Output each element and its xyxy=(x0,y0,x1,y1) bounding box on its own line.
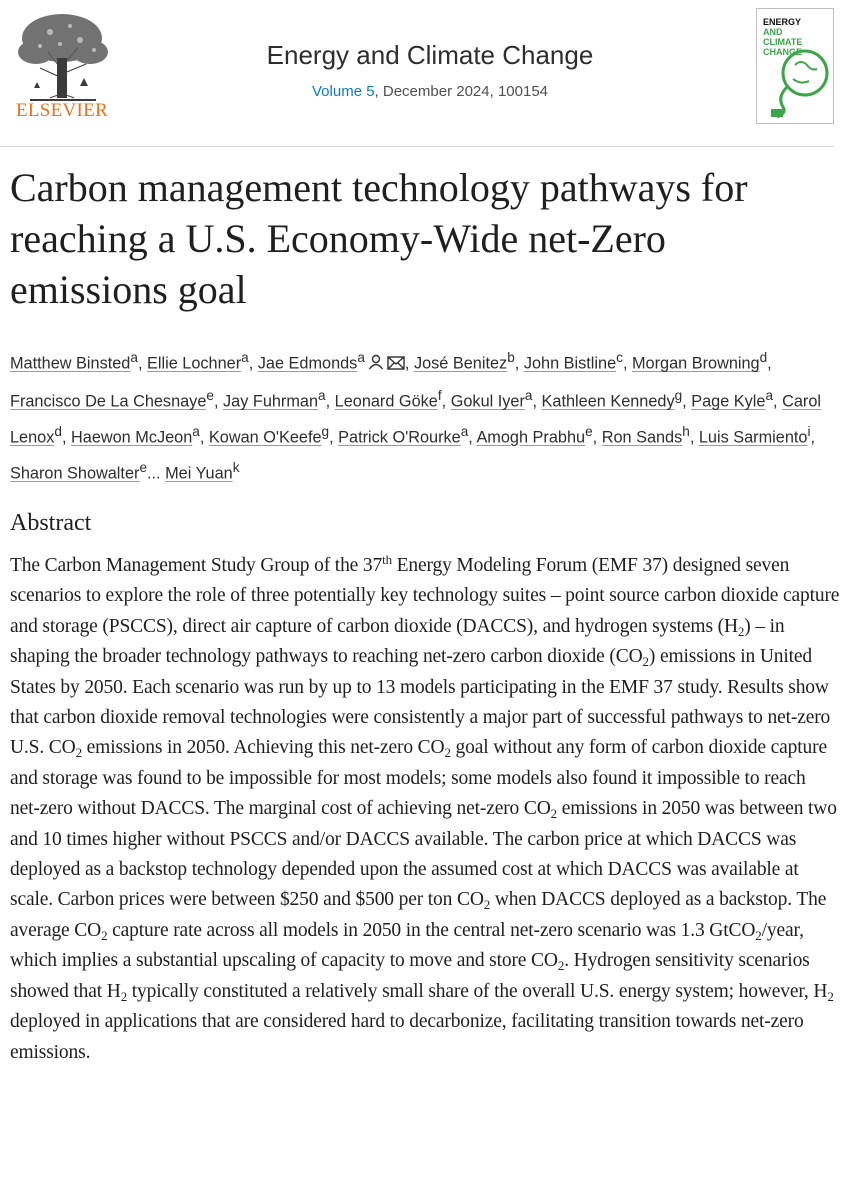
affiliation-marker[interactable]: d xyxy=(54,423,62,439)
affiliation-marker[interactable]: a xyxy=(130,350,138,365)
abstract-heading: Abstract xyxy=(10,510,92,536)
cover-title: ENERGY AND CLIMATE CHANGE xyxy=(763,17,803,57)
affiliation-marker[interactable]: f xyxy=(437,387,442,403)
affiliation-marker[interactable]: h xyxy=(682,423,690,439)
issue-details: , December 2024, 100154 xyxy=(374,83,548,100)
envelope-icon[interactable] xyxy=(387,351,405,381)
author-link[interactable]: Jay Fuhrman xyxy=(223,392,319,411)
journal-meta xyxy=(200,83,660,100)
author-link[interactable]: Sharon Showalter xyxy=(10,464,140,483)
author-list: Matthew Binsted$^a$, Ellie Lochner$^a$, Jae Edmonds$^a$ , José Benitez$^b$, John Bistline$^c$, Morgan Browning$^d$, Francisco De La Chesnaye$^e$, Jay Fuhrman$^a$, Leonard Göke$^f$, Gokul Iyer$^a$, Kathleen Kennedy$^g$, Page Kyle$^a$, Carol Lenox$^d$, Haewon McJeon$^a$, Kowan O'Keefe$^g$, Patrick O'Rourke$^a$, Amogh Prabhu$^e$, Ron Sands$^h$, Luis Sarmiento$^i$, Sharon Showalter$^e$... Mei Yuan$^k$ xyxy=(10,350,822,483)
author-link[interactable]: Ellie Lochner xyxy=(147,354,242,373)
show-more-authors[interactable]: ... xyxy=(147,464,161,483)
journal-info xyxy=(200,40,660,100)
author-link[interactable]: Haewon McJeon xyxy=(71,428,193,447)
author-link[interactable]: Amogh Prabhu xyxy=(476,428,586,447)
author-link[interactable]: Carol Lenox xyxy=(10,392,822,447)
article-title: Carbon management technology pathways for reaching a U.S. Economy-Wide net-Zero emissions goal xyxy=(10,165,748,312)
abstract-text: The Carbon Management Study Group of the 37th Energy Modeling Forum (EMF 37) designed seven scenarios to explore the role of three potentially key technology suites – point source carbon dioxide capture and storage (PSCCS), direct air capture of carbon dioxide (DACCS), and hydrogen systems $(H_2)$ – in shaping the broader technology pathways to reaching net-zero carbon dioxide $(CO_2)$ emissions in United States by 2050. Each scenario was run by up to 13 models participating in the EMF 37 study. Results show that carbon dioxide removal technologies were consistently a major part of successful pathways to net-zero U.S. $CO_2$ emissions in 2050. Achieving this net-zero $CO_2$ goal without any form of carbon dioxide capture and storage was found to be impossible for most models; some models also found it impossible to reach net-zero without DACCS. The marginal cost of achieving net-zero $CO_2$ emissions in 2050 was between two and 10 times higher without PSCCS and/or DACCS available. The carbon price at which DACCS was deployed as a backstop technology depended upon the assumed cost at which DACCS was available at scale. Carbon prices were between $250 and $500 per ton $CO_2$ when DACCS deployed as a backstop. The average $CO_2$ capture rate across all models in 2050 in the central net-zero scenario was 1.3 GtCO$_2$/year, which implies a substantial upscaling of capacity to move and store $CO_2$. Hydrogen sensitivity scenarios showed that $H_2$ typically constituted a relatively small share of the overall U.S. energy system; however, $H_2$ deployed in applications that are considered hard to decarbonize, facilitating transition towards net-zero emissions. xyxy=(10,552,840,1063)
affiliation-marker[interactable]: i xyxy=(807,423,811,439)
header-divider xyxy=(0,146,834,147)
author-link[interactable]: José Benitez xyxy=(413,354,508,373)
author-link[interactable]: Kathleen Kennedy xyxy=(541,392,675,411)
volume-link[interactable]: Volume 5 xyxy=(312,83,375,100)
affiliation-marker[interactable]: g xyxy=(321,423,330,439)
affiliation-marker[interactable]: a xyxy=(192,423,200,439)
author-link[interactable]: Morgan Browning xyxy=(632,354,760,373)
author-link[interactable]: Ron Sands xyxy=(601,428,683,447)
affiliation-marker[interactable]: a xyxy=(765,387,774,403)
affiliation-marker[interactable]: a xyxy=(318,387,326,403)
affiliation-marker[interactable]: d xyxy=(759,350,768,365)
author-link[interactable]: Leonard Göke xyxy=(334,392,438,411)
affiliation-marker[interactable]: b xyxy=(507,350,515,365)
affiliation-marker[interactable]: a xyxy=(241,350,249,365)
author-link[interactable]: Francisco De La Chesnaye xyxy=(10,392,207,411)
person-icon[interactable] xyxy=(368,351,384,381)
affiliation-marker[interactable]: g xyxy=(674,387,683,403)
author-link[interactable]: Patrick O'Rourke xyxy=(338,428,461,447)
author-link[interactable]: Kowan O'Keefe xyxy=(208,428,322,447)
affiliation-marker[interactable]: k xyxy=(232,459,240,475)
author-link[interactable]: Jae Edmonds xyxy=(257,354,358,373)
affiliation-marker[interactable]: e xyxy=(585,423,593,439)
journal-header xyxy=(0,0,844,146)
affiliation-marker[interactable]: a xyxy=(460,423,469,439)
publisher-name: ELSEVIER xyxy=(15,100,109,121)
author-link[interactable]: Page Kyle xyxy=(691,392,766,411)
author-link[interactable]: Gokul Iyer xyxy=(450,392,525,411)
author-link[interactable]: Mei Yuan xyxy=(165,464,233,483)
journal-title-link[interactable]: Energy and Climate Change xyxy=(266,40,594,70)
author-link[interactable]: Matthew Binsted xyxy=(10,354,131,373)
affiliation-marker[interactable]: c xyxy=(616,350,623,365)
affiliation-marker[interactable]: e xyxy=(139,459,147,475)
affiliation-marker[interactable]: e xyxy=(206,387,214,403)
affiliation-marker[interactable]: a xyxy=(357,350,365,365)
affiliation-marker[interactable]: a xyxy=(524,387,533,403)
author-link[interactable]: John Bistline xyxy=(523,354,617,373)
journal-cover-thumbnail[interactable] xyxy=(756,8,834,124)
author-link[interactable]: Luis Sarmiento xyxy=(698,428,808,447)
